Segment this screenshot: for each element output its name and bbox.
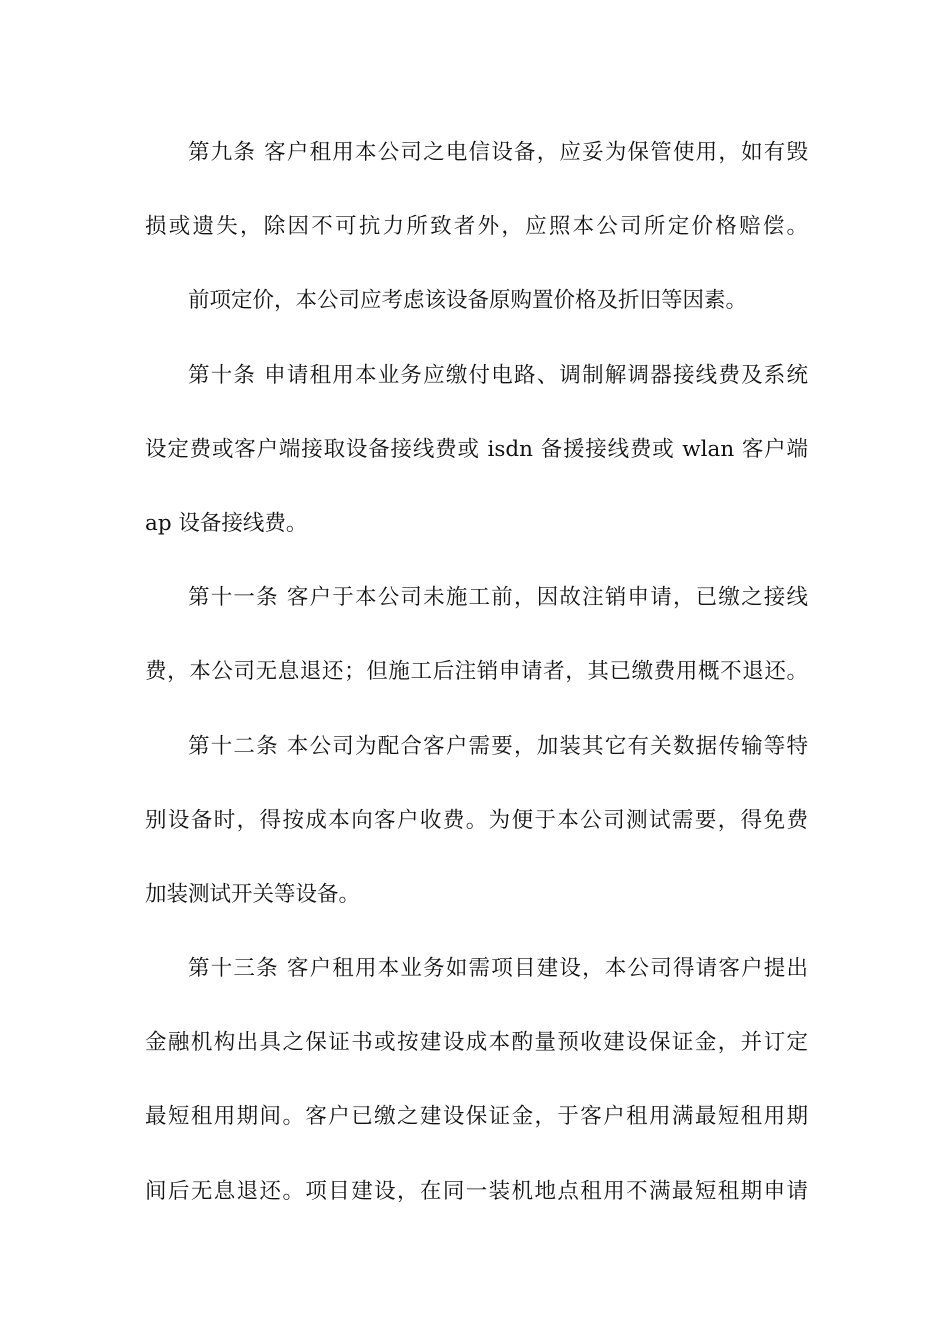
text-line: 费，本公司无息退还；但施工后注销申请者，其已缴费用概不退还。 — [145, 659, 808, 685]
text-line: 第九条 客户租用本公司之电信设备，应妥为保管使用，如有毁 — [188, 140, 808, 165]
text-line: 第十一条 客户于本公司未施工前，因故注销申请，已缴之接线 — [188, 585, 808, 611]
text-line: 第十二条 本公司为配合客户需要，加装其它有关数据传输等特 — [188, 733, 808, 759]
text-line: 金融机构出具之保证书或按建设成本酌量预收建设保证金，并订定 — [145, 1030, 808, 1056]
text-line: 前项定价，本公司应考虑该设备原购置价格及折旧等因素。 — [188, 288, 748, 314]
text-line: 第十三条 客户租用本业务如需项目建设，本公司得请客户提出 — [188, 956, 808, 982]
text-line: 设定费或客户端接取设备接线费或 isdn 备援接线费或 wlan 客户端 — [145, 436, 808, 462]
text-line: 第十条 申请租用本业务应缴付电路、调制解调器接线费及系统 — [188, 362, 808, 388]
text-line: 间后无息退还。项目建设，在同一装机地点租用不满最短租期申请 — [145, 1178, 808, 1204]
document-body — [145, 128, 808, 1241]
text-line: 别设备时，得按成本向客户收费。为便于本公司测试需要，得免费 — [145, 807, 808, 833]
text-line: 加装测试开关等设备。 — [145, 881, 361, 907]
text-line: ap 设备接线费。 — [145, 510, 308, 536]
text-line: 损或遗失，除因不可抗力所致者外，应照本公司所定价格赔偿。 — [145, 214, 808, 240]
text-line: 最短租用期间。客户已缴之建设保证金，于客户租用满最短租用期 — [145, 1104, 808, 1130]
